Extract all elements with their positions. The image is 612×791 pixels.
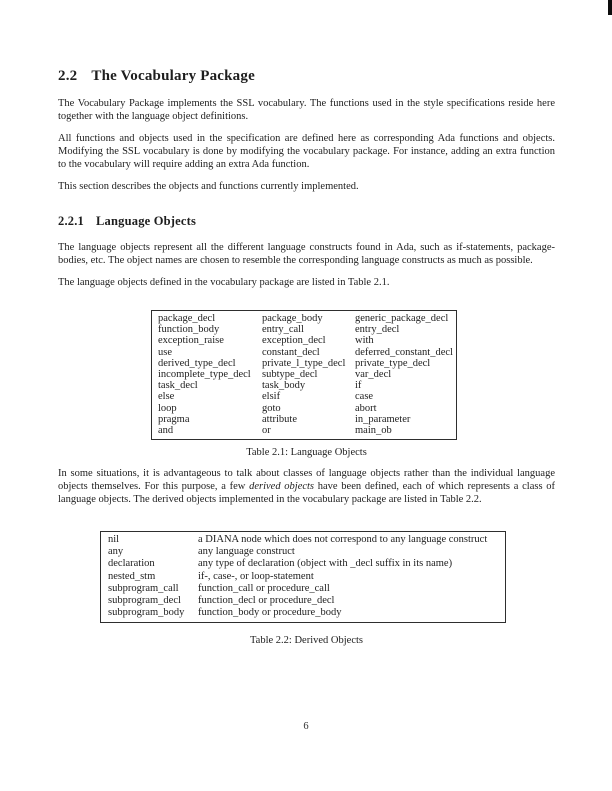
- table-cell: function_body: [158, 324, 220, 336]
- table-cell: goto: [262, 402, 281, 414]
- table-cell: declaration: [108, 558, 155, 570]
- paragraph: This section describes the objects and functions currently implemented.: [58, 181, 359, 192]
- table-cell: any: [108, 546, 124, 558]
- table-row: [152, 380, 456, 391]
- page-content: [58, 0, 555, 646]
- paragraph-text: In some situations, it is advantageous to talk about classes of language objects rather than the individual language objects themselves. For this purpose, a few: [58, 468, 555, 493]
- table-cell: main_ob: [355, 425, 392, 437]
- table-row: [152, 313, 456, 324]
- table-cell: incomplete_type_decl: [158, 369, 251, 381]
- table-row: [152, 324, 456, 335]
- language-objects-table: [151, 310, 457, 440]
- table-cell: function_body or procedure_body: [198, 606, 342, 618]
- table-row: [101, 558, 505, 570]
- table-cell: any language construct: [198, 546, 295, 558]
- page-number: 6: [303, 721, 309, 732]
- table-cell: function_call or procedure_call: [198, 582, 330, 594]
- table-cell: elsif: [262, 391, 281, 403]
- table-cell: package_body: [262, 313, 323, 324]
- table-row: [101, 595, 505, 607]
- subsection-number: 2.2.1: [58, 214, 84, 228]
- table-cell: use: [158, 346, 172, 358]
- table-cell: task_decl: [158, 380, 198, 392]
- subsection-title: Language Objects: [96, 214, 197, 228]
- table-cell: deferred_constant_decl: [355, 346, 453, 358]
- table-cell: subprogram_call: [108, 582, 179, 594]
- table-cell: loop: [158, 402, 177, 414]
- table-cell: generic_package_decl: [355, 313, 449, 324]
- table-cell: in_parameter: [355, 413, 411, 425]
- table-row: [152, 391, 456, 402]
- table-cell: any type of declaration (object with _decl suffix in its name): [198, 558, 453, 570]
- table-cell: nested_stm: [108, 570, 156, 582]
- table-row: [152, 358, 456, 369]
- table-row: [101, 546, 505, 558]
- section-heading: [58, 68, 555, 85]
- table-row: [152, 403, 456, 414]
- table-cell: var_decl: [355, 369, 392, 381]
- table-row: [101, 571, 505, 583]
- table-cell: if: [355, 380, 362, 392]
- table-cell: case: [355, 391, 374, 403]
- table-caption: Table 2.2: Derived Objects: [250, 634, 363, 646]
- table-row: [152, 347, 456, 358]
- subsection-heading: [58, 214, 555, 229]
- table-cell: entry_call: [262, 324, 304, 336]
- table-cell: derived_type_decl: [158, 357, 236, 369]
- table-row: [101, 583, 505, 595]
- table-cell: and: [158, 425, 174, 437]
- section-number: 2.2: [58, 68, 78, 84]
- paragraph: The language objects represent all the different language constructs found in Ada, such as if-statements, package-bodies, etc. The object names are chosen to resemble the corresponding language constructs as much as possible.: [58, 242, 555, 266]
- table-row: [152, 414, 456, 425]
- table-row: [101, 607, 505, 619]
- section-title: The Vocabulary Package: [91, 68, 255, 84]
- table-cell: else: [158, 391, 175, 403]
- table-cell: subprogram_decl: [108, 594, 181, 606]
- table-cell: if-, case-, or loop-statement: [198, 570, 314, 582]
- table-cell: abort: [355, 402, 377, 414]
- paragraph-text: have been defined, each of which represents a class of language objects. The derived objects implemented in the vocabulary package are listed in Table 2.2.: [58, 481, 555, 506]
- scan-corner-mark: [608, 0, 612, 15]
- table-cell: subtype_decl: [262, 369, 318, 381]
- table-row: [152, 369, 456, 380]
- table-cell: entry_decl: [355, 324, 400, 336]
- derived-objects-table: [100, 531, 506, 623]
- table-cell: nil: [108, 534, 120, 546]
- table-cell: or: [262, 425, 271, 437]
- paragraph: All functions and objects used in the specification are defined here as corresponding Ada functions and objects. Modifying the SSL vocabulary is done by modifying the vocabulary package. For instance, adding an extra function to the vocabulary will require adding an extra Ada function.: [58, 133, 555, 170]
- table-cell: exception_raise: [158, 335, 224, 347]
- table-cell: private_type_decl: [355, 357, 431, 369]
- paragraph: [58, 467, 555, 506]
- table-row: [152, 335, 456, 346]
- table-cell: pragma: [158, 413, 190, 425]
- table-cell: attribute: [262, 413, 297, 425]
- table-cell: subprogram_body: [108, 606, 185, 618]
- table-cell: function_decl or procedure_decl: [198, 594, 335, 606]
- table-cell: private_l_type_decl: [262, 357, 346, 369]
- table-row: [101, 534, 505, 546]
- table-cell: a DIANA node which does not correspond to any language construct: [198, 534, 488, 546]
- table-cell: task_body: [262, 380, 306, 392]
- table-cell: with: [355, 335, 374, 347]
- table-cell: package_decl: [158, 313, 216, 324]
- emphasized-text: derived objects: [249, 481, 315, 493]
- table-row: [152, 425, 456, 436]
- paragraph: The Vocabulary Package implements the SSL vocabulary. The functions used in the style specifications reside here together with the language object definitions.: [58, 98, 555, 122]
- paragraph: The language objects defined in the vocabulary package are listed in Table 2.1.: [58, 277, 390, 288]
- table-cell: exception_decl: [262, 335, 326, 347]
- table-cell: constant_decl: [262, 346, 320, 358]
- table-caption: Table 2.1: Language Objects: [246, 447, 367, 459]
